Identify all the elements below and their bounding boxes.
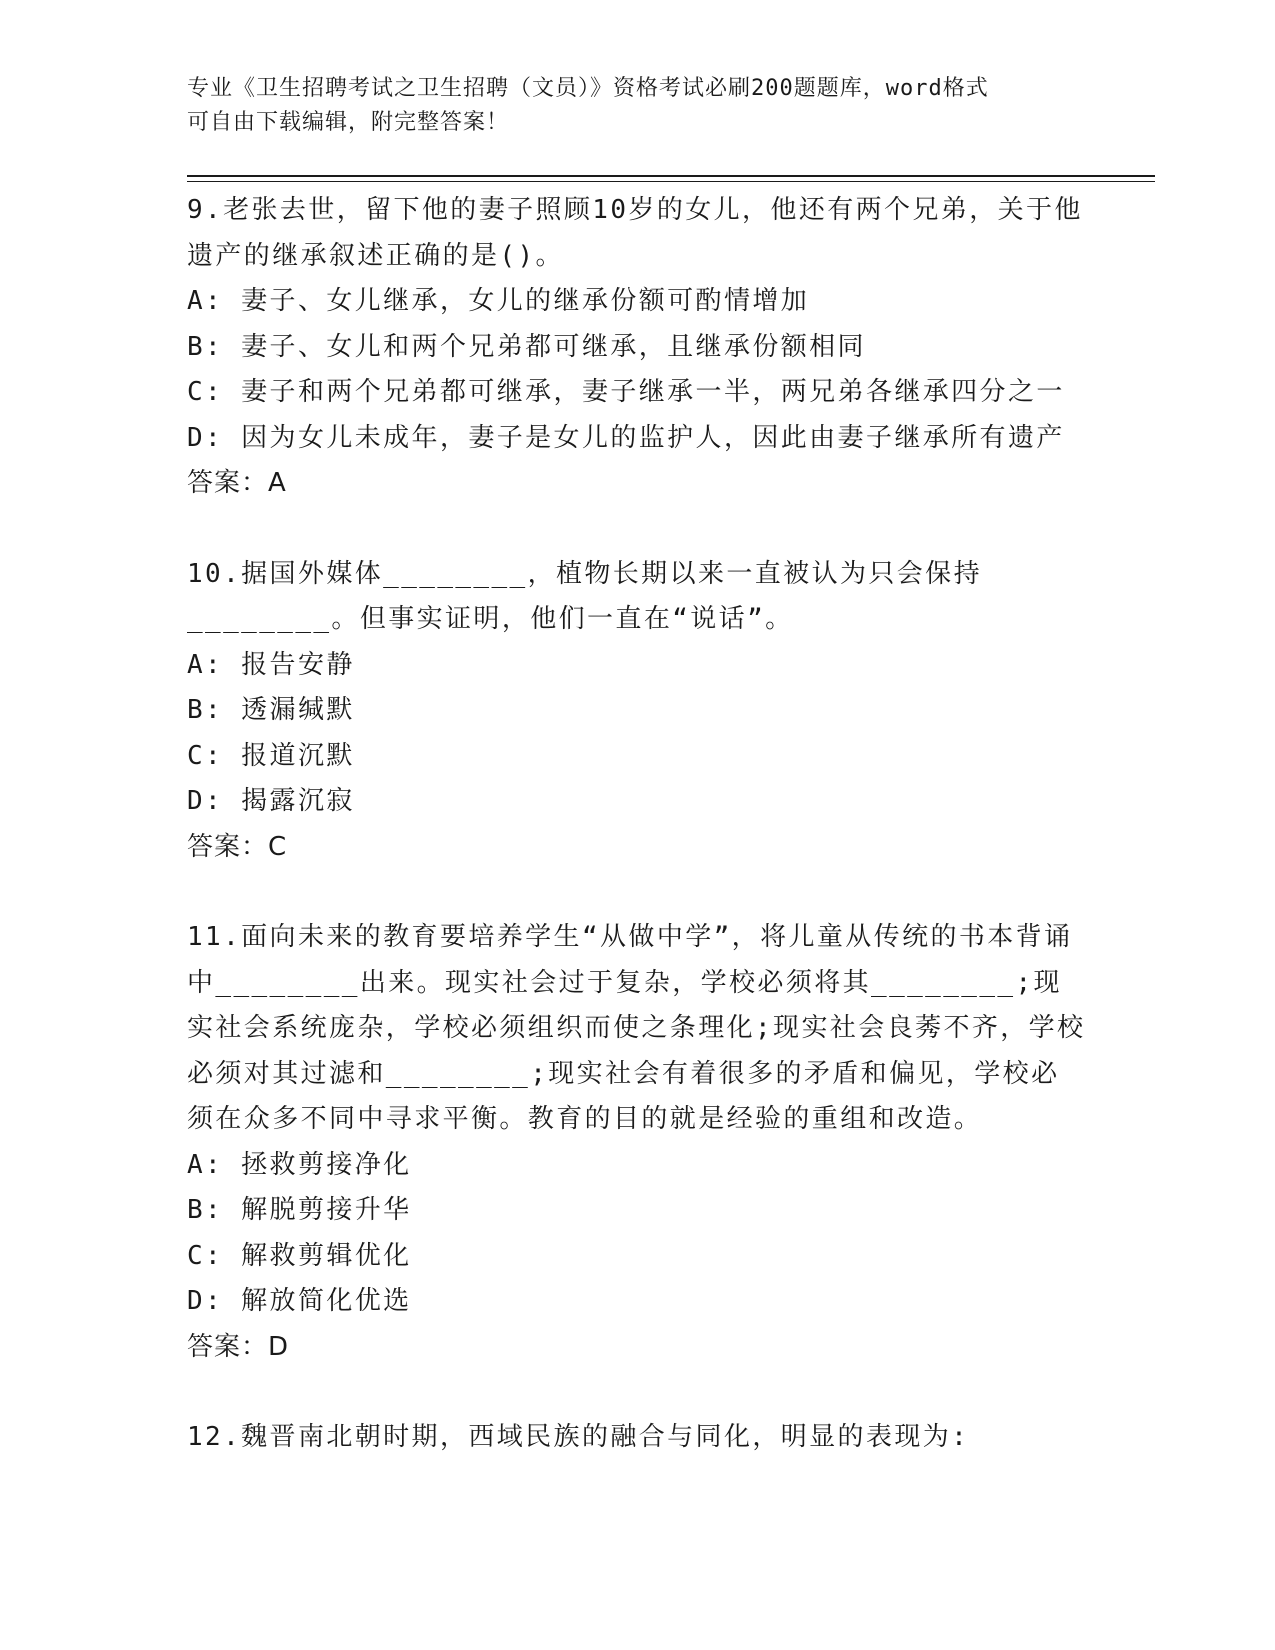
option-a: A: 妻子、女儿继承，女儿的继承份额可酌情增加 <box>187 286 810 316</box>
option-c: C: 报道沉默 <box>187 740 355 771</box>
header-rule-thin <box>187 181 1155 182</box>
answer-line: 答案：C <box>187 831 288 862</box>
question-block-12 <box>187 1415 1087 1461</box>
option-b: B: 解脱剪接升华 <box>187 1195 412 1225</box>
option-d: D: 揭露沉寂 <box>187 786 355 816</box>
question-list <box>187 188 1087 1506</box>
question-text: 10.据国外媒体________，植物长期以来一直被认为只会保持________。但事实证明，他们一直在“说话”。 <box>187 558 982 634</box>
option-a: A: 拯救剪接净化 <box>187 1149 412 1180</box>
option-b: B: 透漏缄默 <box>187 695 355 725</box>
option-d: D: 因为女儿未成年，妻子是女儿的监护人，因此由妻子继承所有遗产 <box>187 422 1065 453</box>
answer-line: 答案：A <box>187 468 287 498</box>
header-rule-thick <box>187 175 1155 177</box>
question-block-10 <box>187 552 1087 871</box>
header-line-1: 专业《卫生招聘考试之卫生招聘（文员）》资格考试必刷200题题库，word格式 <box>187 76 989 101</box>
document-header <box>187 72 1067 140</box>
question-text: 11.面向未来的教育要培养学生“从做中学”，将儿童从传统的书本背诵中________出来。现实社会过于复杂，学校必须将其________;现实社会系统庞杂，学校必须组织而使之条理化;现实社会良莠不齐，学校必须对其过滤和________;现实社会有着很多的矛盾和偏见，学校必须在众多不同中寻求平衡。教育的目的就是经验的重组和改造。 <box>187 922 1086 1134</box>
question-block-9 <box>187 188 1087 507</box>
question-text: 12.魏晋南北朝时期，西域民族的融合与同化，明显的表现为: <box>187 1422 970 1452</box>
option-c: C: 妻子和两个兄弟都可继承，妻子继承一半，两兄弟各继承四分之一 <box>187 377 1065 407</box>
answer-line: 答案：D <box>187 1331 290 1362</box>
question-block-11 <box>187 915 1087 1370</box>
question-text: 9.老张去世，留下他的妻子照顾10岁的女儿，他还有两个兄弟，关于他遗产的继承叙述正确的是()。 <box>187 195 1083 271</box>
option-b: B: 妻子、女儿和两个兄弟都可继承，且继承份额相同 <box>187 331 866 362</box>
header-line-2: 可自由下载编辑，附完整答案！ <box>187 110 510 135</box>
option-a: A: 报告安静 <box>187 649 355 680</box>
option-c: C: 解救剪辑优化 <box>187 1240 412 1271</box>
option-d: D: 解放简化优选 <box>187 1286 412 1316</box>
